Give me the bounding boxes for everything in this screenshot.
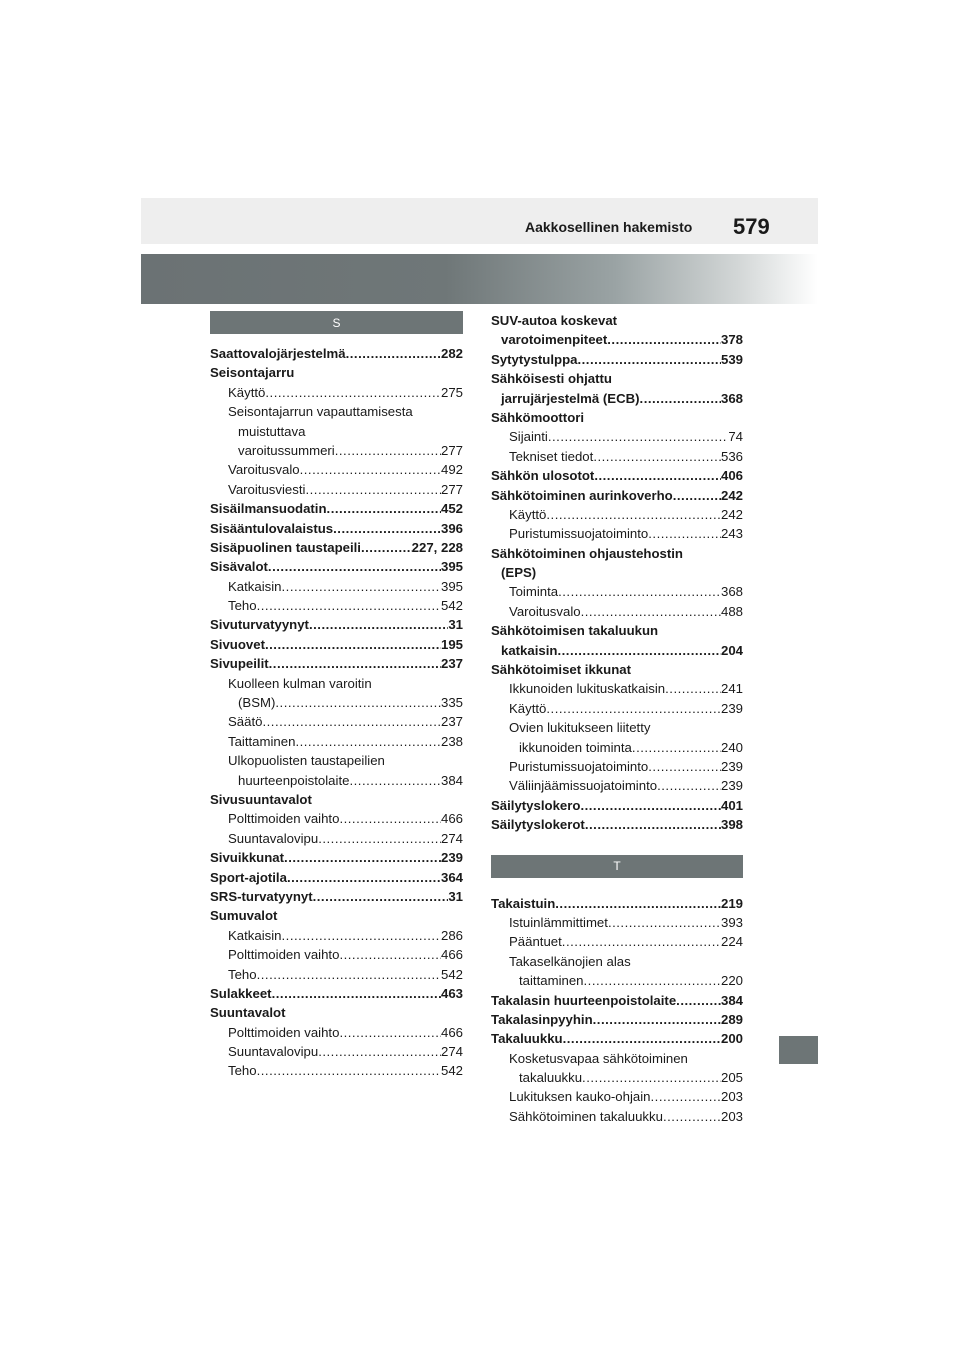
index-heading-line: Ulkopuolisten taustapeilien [228,753,385,769]
entry-term: (BSM) [238,695,276,711]
entry-term: Tekniset tiedot [509,448,594,464]
index-heading-line: muistuttava [238,423,306,439]
dot-leader [275,693,441,712]
entry-term: Sulakkeet [210,985,272,1001]
index-entry [210,887,463,906]
index-entry [491,641,743,660]
dot-leader [580,796,721,815]
dot-leader [305,480,441,499]
entry-term: takaluukku [519,1070,583,1086]
dot-leader [284,848,441,867]
index-entry [491,757,743,776]
entry-page-ref: 242 [720,487,743,503]
entry-page-ref: 274 [440,1044,463,1060]
dot-leader [339,809,441,828]
dot-leader [300,460,441,479]
entry-term: Varoitusvalo [509,603,581,619]
entry-page-ref: 384 [720,992,743,1008]
index-entry [210,441,463,460]
dot-leader [577,350,721,369]
entry-term: Sijainti [509,429,548,445]
entry-term: Sivupeilit [210,656,269,672]
index-heading-line: Kuolleen kulman varoitin [228,675,372,691]
dot-leader [318,829,441,848]
entry-page-ref: 241 [720,681,743,697]
index-entry [491,738,743,757]
index-list [491,894,743,1127]
index-list [491,311,743,835]
entry-term: Sisäpuolinen taustapeili [210,539,361,555]
entry-page-ref: 31 [448,617,463,633]
entry-page-ref: 368 [720,584,743,600]
entry-page-ref: 368 [720,390,743,406]
index-entry [210,519,463,538]
entry-term: Sisäilmansuodatin [210,501,327,517]
entry-page-ref: 335 [440,695,463,711]
entry-page-ref: 243 [720,526,743,542]
entry-page-ref: 395 [440,578,463,594]
entry-term: Polttimoiden vaihto [228,947,340,963]
entry-page-ref: 463 [440,985,463,1001]
dot-leader [546,699,721,718]
dot-leader [593,447,721,466]
entry-page-ref: 277 [440,442,463,458]
dot-leader [657,776,721,795]
index-heading-line: Takaselkänojien alas [509,953,631,969]
dot-leader [665,679,721,698]
entry-page-ref: 274 [440,830,463,846]
index-heading-line: Suuntavalot [210,1005,286,1021]
dot-leader [546,505,721,524]
entry-page-ref: 227, 228 [411,539,463,555]
index-heading-line: Seisontajarru [210,365,295,381]
dot-leader [257,1061,441,1080]
entry-page-ref: 289 [720,1011,743,1027]
entry-page-ref: 239 [720,778,743,794]
index-entry [491,524,743,543]
index-entry [210,615,463,634]
entry-term: Katkaisin [228,927,282,943]
index-entry [491,991,743,1010]
index-entry [491,427,743,446]
entry-page-ref: 31 [448,888,463,904]
index-entry [491,389,743,408]
entry-term: Polttimoiden vaihto [228,811,340,827]
thumb-index-tab [779,1036,818,1064]
entry-page-ref: 203 [720,1089,743,1105]
index-entry [491,932,743,951]
entry-page-ref: 240 [720,739,743,755]
index-entry [210,848,463,867]
dot-leader [339,945,441,964]
entry-page-ref: 239 [720,700,743,716]
dot-leader [632,738,721,757]
entry-term: Teho [228,598,257,614]
entry-page-ref: 238 [440,733,463,749]
dot-leader [318,1042,441,1061]
entry-page-ref: 466 [440,811,463,827]
entry-page-ref: 401 [720,797,743,813]
dot-leader [327,499,441,518]
index-list [210,344,463,1081]
index-entry [210,829,463,848]
index-entry [210,868,463,887]
dot-leader [558,582,721,601]
index-entry [491,602,743,621]
dot-leader [309,615,448,634]
entry-page-ref: 488 [720,603,743,619]
dot-leader [333,519,441,538]
entry-page-ref: 536 [720,448,743,464]
index-entry [491,350,743,369]
dot-leader [557,641,721,660]
index-entry [210,926,463,945]
dot-leader [287,868,441,887]
entry-page-ref: 195 [440,636,463,652]
entry-page-ref: 452 [440,501,463,517]
section-title: Aakkosellinen hakemisto [525,219,693,235]
entry-page-ref: 542 [440,598,463,614]
dot-leader [555,894,721,913]
entry-term: Sisääntulovalaistus [210,520,334,536]
entry-term: ikkunoiden toiminta [519,739,632,755]
entry-term: Saattovalojärjestelmä [210,346,346,361]
entry-page-ref: 378 [720,332,743,348]
index-entry [210,383,463,402]
index-entry [210,480,463,499]
entry-term: katkaisin [501,642,558,658]
dot-leader [584,971,721,990]
entry-page-ref: 398 [720,817,743,833]
index-heading-line: Kosketusvapaa sähkötoiminen [509,1050,688,1066]
entry-term: Lukituksen kauko-ohjain [509,1089,651,1105]
index-entry [491,486,743,505]
index-entry [210,1061,463,1080]
entry-term: Takaluukku [491,1031,563,1047]
index-heading-line: Seisontajarrun vapauttamisesta [228,404,413,420]
entry-term: Sähkön ulosotot [491,468,595,484]
entry-term: jarrujärjestelmä (ECB) [501,390,640,406]
index-entry [491,1107,743,1126]
entry-term: Pääntuet [509,934,562,950]
index-entry [491,1029,743,1048]
index-entry [210,460,463,479]
entry-term: Varoitusvalo [228,462,300,478]
entry-term: Sivuturvatyynyt [210,617,309,633]
page-number: 579 [733,214,770,239]
entry-term: Teho [228,1063,257,1079]
entry-page-ref: 224 [720,934,743,950]
entry-page-ref: 406 [720,468,743,484]
dot-leader [265,635,441,654]
entry-term: Takaistuin [491,895,556,911]
index-heading-line: Sivusuuntavalot [210,791,312,807]
entry-term: Takalasin huurteenpoistolaite [491,992,677,1008]
dot-leader [648,757,721,776]
header-band [141,254,818,304]
index-heading-line: Sähkötoimisen takaluukun [491,623,659,639]
entry-term: Sähkötoiminen aurinkoverho [491,487,673,503]
entry-page-ref: 239 [440,850,463,866]
letter-heading-t: T [491,855,743,878]
entry-page-ref: 384 [440,772,463,788]
entry-page-ref: 219 [720,895,743,911]
entry-term: Käyttö [509,700,547,716]
letter-heading-s: S [210,311,463,334]
index-entry [210,1023,463,1042]
entry-term: Puristumissuojatoiminto [509,526,649,542]
dot-leader [563,1029,721,1048]
dot-leader [272,984,441,1003]
entry-page-ref: 277 [440,481,463,497]
dot-leader [640,389,721,408]
entry-term: Käyttö [509,506,547,522]
entry-term: Teho [228,966,257,982]
dot-leader [651,1087,721,1106]
index-entry [210,596,463,615]
dot-leader [282,926,441,945]
entry-page-ref: 539 [720,351,743,367]
entry-term: Polttimoiden vaihto [228,1024,340,1040]
entry-term: Varoitusviesti [228,481,306,497]
dot-leader [594,466,721,485]
index-entry [491,796,743,815]
dot-leader [648,524,721,543]
entry-term: Suuntavalovipu [228,1044,319,1060]
dot-leader [339,1023,441,1042]
dot-leader [335,441,441,460]
entry-page-ref: 393 [720,914,743,930]
dot-leader [548,427,728,446]
entry-page-ref: 74 [728,429,743,445]
index-entry [210,945,463,964]
entry-page-ref: 364 [440,869,463,885]
dot-leader [581,602,721,621]
entry-term: huurteenpoistolaite [238,772,350,788]
index-entry [491,1068,743,1087]
entry-page-ref: 237 [440,714,463,730]
dot-leader [257,965,441,984]
entry-page-ref: 542 [440,1063,463,1079]
entry-term: Säätö [228,714,263,730]
dot-leader [593,1010,721,1029]
index-heading-line: Sähkömoottori [491,409,585,425]
entry-page-ref: 395 [440,559,463,575]
index-heading-line: Sumuvalot [210,908,278,924]
index-entry [210,809,463,828]
entry-page-ref: 203 [720,1108,743,1124]
entry-page-ref: 204 [720,642,743,658]
entry-page-ref: 542 [440,966,463,982]
entry-term: Katkaisin [228,578,282,594]
index-column-right [491,311,743,1126]
index-entry [210,732,463,751]
header-box [141,198,818,244]
dot-leader [361,538,412,557]
index-entry [210,984,463,1003]
index-column-left [210,311,463,1081]
index-entry [210,693,463,712]
entry-page-ref: 239 [720,758,743,774]
dot-leader [265,383,441,402]
index-entry [210,499,463,518]
entry-term: Säilytyslokero [491,797,581,813]
dot-leader [295,732,441,751]
index-entry [491,330,743,349]
entry-term: Käyttö [228,384,266,400]
dot-leader [268,557,441,576]
entry-term: Sport-ajotila [210,869,287,885]
entry-term: Sisävalot [210,559,268,575]
entry-page-ref: 220 [720,973,743,989]
entry-term: Säilytyslokerot [491,817,585,833]
dot-leader [673,486,721,505]
dot-leader [313,887,449,906]
entry-page-ref: 492 [440,462,463,478]
entry-term: Taittaminen [228,733,296,749]
index-entry [491,1010,743,1029]
dot-leader [608,913,721,932]
index-entry [210,577,463,596]
dot-leader [262,712,441,731]
entry-page-ref: 282 [440,346,463,361]
entry-term: Istuinlämmittimet [509,914,608,930]
index-heading-line: (EPS) [501,565,537,581]
index-entry [491,894,743,913]
index-entry [491,699,743,718]
entry-term: taittaminen [519,973,584,989]
entry-page-ref: 275 [440,384,463,400]
entry-page-ref: 466 [440,947,463,963]
index-entry [491,913,743,932]
index-entry [210,712,463,731]
index-entry [491,776,743,795]
entry-page-ref: 396 [440,520,463,536]
index-heading-line: Sähkötoimiset ikkunat [491,662,631,678]
index-entry [210,557,463,576]
dot-leader [269,654,441,673]
dot-leader [257,596,441,615]
index-entry [491,679,743,698]
entry-page-ref: 242 [720,506,743,522]
dot-leader [349,771,441,790]
entry-term: Väliinjäämissuojatoiminto [509,778,658,794]
index-entry [210,1042,463,1061]
index-entry [210,771,463,790]
index-heading-line: Sähkötoiminen ohjaustehostin [491,545,683,561]
entry-term: Sähkötoiminen takaluukku [509,1108,663,1124]
entry-term: Suuntavalovipu [228,830,319,846]
entry-page-ref: 205 [720,1070,743,1086]
index-entry [210,965,463,984]
entry-term: Ikkunoiden lukituskatkaisin [509,681,666,697]
entry-term: Takalasinpyyhin [491,1011,593,1027]
index-entry [491,971,743,990]
entry-page-ref: 286 [440,927,463,943]
index-entry [491,466,743,485]
entry-term: varotoimenpiteet [501,332,608,348]
dot-leader [282,577,441,596]
dot-leader [562,932,721,951]
index-entry [491,815,743,834]
index-entry [210,538,463,557]
dot-leader [607,330,721,349]
index-entry [491,1087,743,1106]
entry-term: varoitussummeri [238,442,335,458]
dot-leader [346,344,441,363]
index-heading-line: Ovien lukitukseen liitetty [509,720,651,736]
entry-term: Puristumissuojatoiminto [509,758,649,774]
index-heading-line: Sähköisesti ohjattu [491,371,612,387]
entry-term: Sytytystulppa [491,351,578,367]
dot-leader [676,991,721,1010]
index-entry [210,344,463,363]
index-entry [210,635,463,654]
entry-term: Sivuikkunat [210,850,285,866]
entry-page-ref: 200 [720,1031,743,1047]
dot-leader [585,815,721,834]
entry-page-ref: 466 [440,1024,463,1040]
entry-term: Toiminta [509,584,559,600]
index-entry [491,582,743,601]
entry-page-ref: 237 [440,656,463,672]
dot-leader [663,1107,721,1126]
index-entry [491,505,743,524]
entry-term: SRS-turvatyynyt [210,888,313,904]
index-entry [491,447,743,466]
entry-term: Sivuovet [210,636,265,652]
index-entry [210,654,463,673]
index-heading-line: SUV-autoa koskevat [491,313,618,328]
dot-leader [582,1068,721,1087]
